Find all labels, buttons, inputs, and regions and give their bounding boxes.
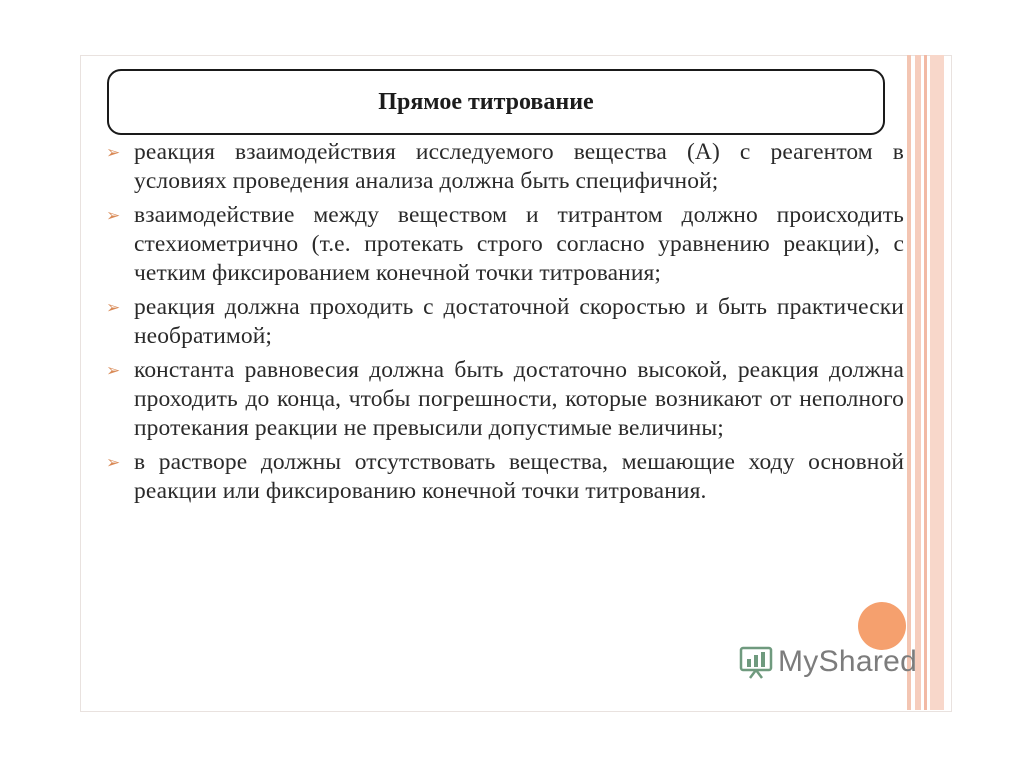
bullet-item: [104, 448, 904, 506]
bullet-item: [104, 138, 904, 196]
watermark-logo[interactable]: [738, 644, 917, 680]
bullet-item: [104, 356, 904, 443]
decorative-stripe: [907, 55, 911, 710]
decorative-stripe: [915, 55, 921, 710]
bullet-list: [104, 138, 904, 511]
bullet-arrow-icon: ➢: [106, 361, 121, 381]
bullet-arrow-icon: ➢: [106, 206, 121, 226]
decorative-circle: [858, 602, 906, 650]
bullet-arrow-icon: ➢: [106, 453, 121, 473]
bullet-arrow-icon: ➢: [106, 298, 121, 318]
watermark-text: MyShared: [778, 645, 918, 678]
bullet-text: реакция должна проходить с достаточной скоростью и быть практически необратимой;: [134, 294, 904, 349]
bullet-text: константа равновесия должна быть достаточно высокой, реакция должна проходить до конца, чтобы погрешности, которые возникают от неполного протекания реакции не превысили допустимые величины;: [134, 357, 904, 441]
bullet-item: [104, 293, 904, 351]
presentation-chart-icon: [738, 644, 774, 680]
decorative-stripe: [924, 55, 927, 710]
bullet-arrow-icon: ➢: [106, 143, 121, 163]
decorative-stripe: [930, 55, 944, 710]
title-box: [107, 69, 885, 135]
bullet-text: реакция взаимодействия исследуемого вещества (А) с реагентом в условиях проведения анализа должна быть специфичной;: [134, 139, 904, 194]
bullet-item: [104, 201, 904, 288]
slide-title: Прямое титрование: [378, 88, 594, 115]
bullet-text: взаимодействие между веществом и титрантом должно происходить стехиометрично (т.е. протекать строго согласно уравнению реакции), с четким фиксированием конечной точки титрования;: [134, 202, 904, 286]
bullet-text: в растворе должны отсутствовать вещества, мешающие ходу основной реакции или фиксированию конечной точки титрования.: [134, 449, 904, 504]
